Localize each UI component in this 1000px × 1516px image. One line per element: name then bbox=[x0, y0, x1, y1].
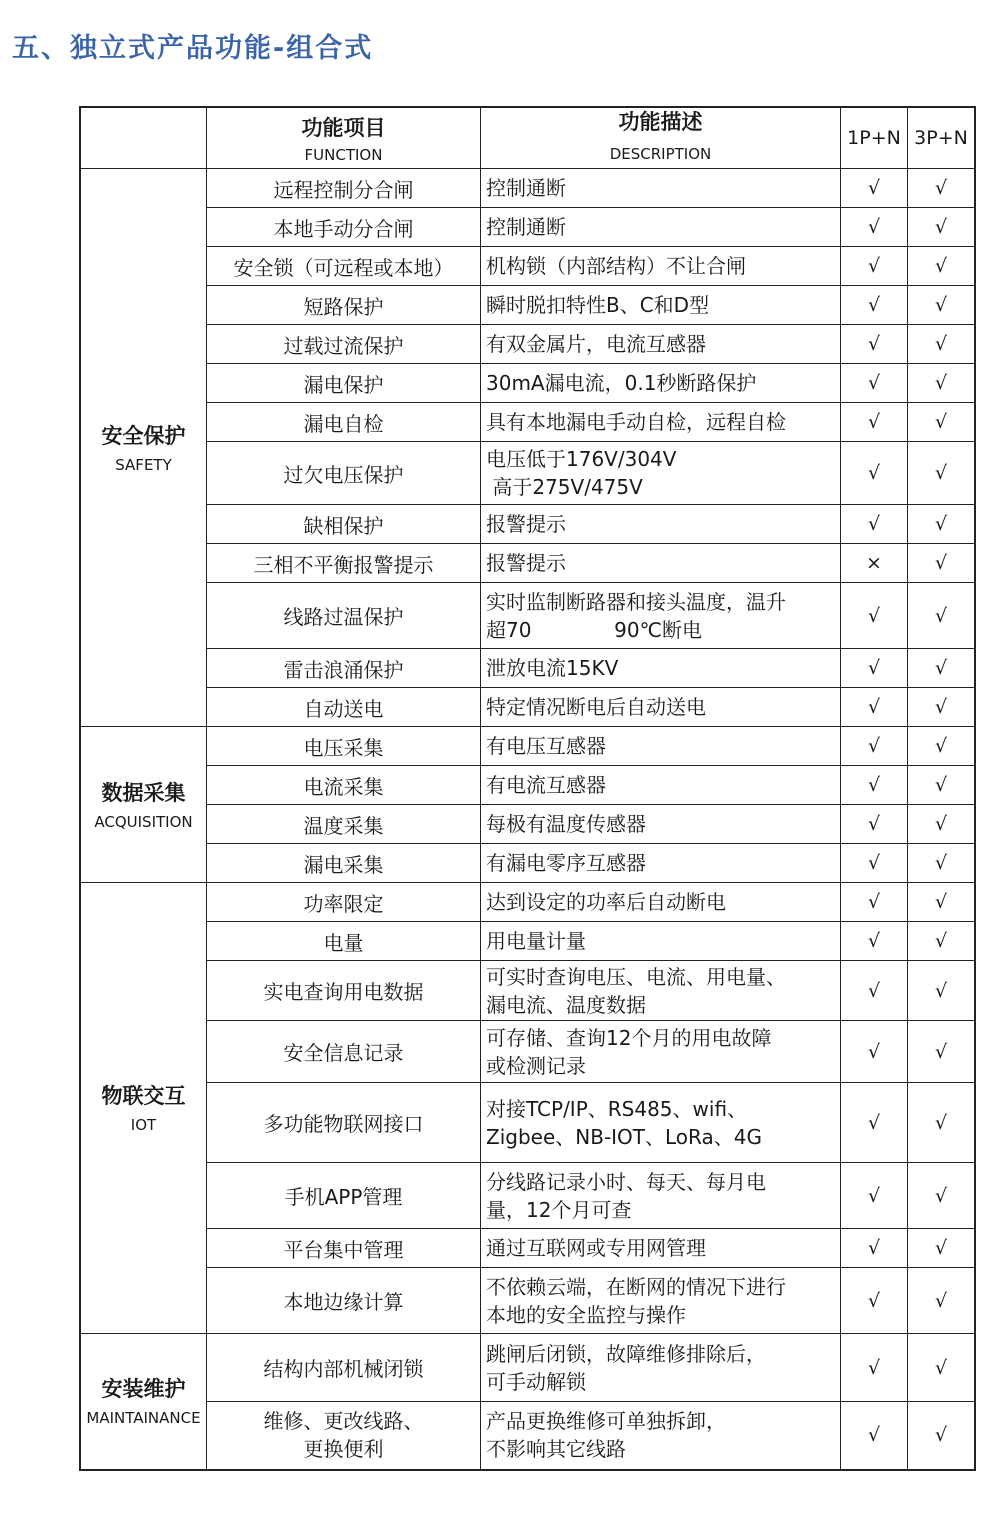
description-cell bbox=[481, 583, 841, 649]
category-name-cn: 安全保护 bbox=[101, 423, 186, 448]
description-line: 本地的安全监控与操作 bbox=[486, 1302, 686, 1327]
table-row bbox=[80, 208, 975, 247]
description-cell bbox=[481, 844, 841, 883]
table-row bbox=[80, 1334, 975, 1402]
support-1p-n: √ bbox=[841, 208, 908, 247]
support-3p-n: √ bbox=[908, 247, 976, 286]
table-row bbox=[80, 169, 975, 208]
support-3p-n: √ bbox=[908, 505, 976, 544]
header-category-cell bbox=[80, 107, 207, 169]
support-1p-n: √ bbox=[841, 442, 908, 505]
description-cell bbox=[481, 688, 841, 727]
support-3p-n: √ bbox=[908, 1402, 976, 1470]
table-row bbox=[80, 1229, 975, 1268]
category-cell bbox=[80, 727, 207, 883]
description-line: 可手动解锁 bbox=[486, 1369, 586, 1394]
table-row bbox=[80, 688, 975, 727]
support-3p-n: √ bbox=[908, 805, 976, 844]
description-line: 或检测记录 bbox=[486, 1053, 586, 1078]
description-line: 跳闸后闭锁，故障维修排除后， bbox=[486, 1341, 766, 1366]
description-line: 报警提示 bbox=[486, 512, 566, 536]
function-cell: 功率限定 bbox=[207, 883, 481, 922]
header-1p-n: 1P+N bbox=[841, 107, 908, 169]
category-cell bbox=[80, 883, 207, 1334]
description-cell bbox=[481, 1334, 841, 1402]
table-row bbox=[80, 544, 975, 583]
support-3p-n: √ bbox=[908, 1083, 976, 1163]
category-cell bbox=[80, 1334, 207, 1470]
support-3p-n: √ bbox=[908, 583, 976, 649]
description-cell bbox=[481, 961, 841, 1021]
description-cell bbox=[481, 544, 841, 583]
support-3p-n: √ bbox=[908, 883, 976, 922]
description-line: 可存储、查询12个月的用电故障 bbox=[486, 1025, 772, 1050]
support-1p-n: √ bbox=[841, 805, 908, 844]
table-row bbox=[80, 1268, 975, 1334]
category-cell bbox=[80, 169, 207, 727]
description-cell bbox=[481, 169, 841, 208]
function-cell: 漏电采集 bbox=[207, 844, 481, 883]
description-line: 对接TCP/IP、RS485、wifi、 bbox=[486, 1096, 748, 1121]
table-row bbox=[80, 583, 975, 649]
category-name-en: MAINTAINANCE bbox=[86, 1409, 201, 1428]
function-cell: 平台集中管理 bbox=[207, 1229, 481, 1268]
description-cell bbox=[481, 442, 841, 505]
support-3p-n: √ bbox=[908, 544, 976, 583]
support-1p-n: × bbox=[841, 544, 908, 583]
description-line: 有电压互感器 bbox=[486, 734, 606, 758]
support-1p-n: √ bbox=[841, 1402, 908, 1470]
function-cell: 线路过温保护 bbox=[207, 583, 481, 649]
description-cell bbox=[481, 286, 841, 325]
header-function-en: FUNCTION bbox=[304, 146, 383, 164]
description-line: 高于275V/475V bbox=[486, 475, 643, 499]
function-line: 更换便利 bbox=[303, 1437, 384, 1462]
function-cell: 多功能物联网接口 bbox=[207, 1083, 481, 1163]
function-cell: 本地边缘计算 bbox=[207, 1268, 481, 1334]
header-function-cn: 功能项目 bbox=[301, 116, 386, 140]
description-line: 达到设定的功率后自动断电 bbox=[486, 890, 726, 914]
description-line: 有漏电零序互感器 bbox=[486, 851, 646, 875]
support-1p-n: √ bbox=[841, 247, 908, 286]
support-3p-n: √ bbox=[908, 442, 976, 505]
support-1p-n: √ bbox=[841, 1021, 908, 1083]
support-3p-n: √ bbox=[908, 1021, 976, 1083]
description-line: 分线路记录小时、每天、每月电 bbox=[486, 1169, 766, 1194]
table-row bbox=[80, 505, 975, 544]
support-1p-n: √ bbox=[841, 883, 908, 922]
description-cell bbox=[481, 649, 841, 688]
function-cell: 电压采集 bbox=[207, 727, 481, 766]
function-cell: 漏电保护 bbox=[207, 364, 481, 403]
description-line: 有双金属片，电流互感器 bbox=[486, 332, 706, 356]
description-cell bbox=[481, 364, 841, 403]
function-cell: 自动送电 bbox=[207, 688, 481, 727]
support-1p-n: √ bbox=[841, 403, 908, 442]
support-3p-n: √ bbox=[908, 766, 976, 805]
description-cell bbox=[481, 1402, 841, 1470]
description-cell bbox=[481, 325, 841, 364]
category-name-cn: 数据采集 bbox=[101, 780, 186, 805]
description-cell bbox=[481, 922, 841, 961]
function-cell: 三相不平衡报警提示 bbox=[207, 544, 481, 583]
support-1p-n: √ bbox=[841, 961, 908, 1021]
function-cell: 短路保护 bbox=[207, 286, 481, 325]
support-1p-n: √ bbox=[841, 766, 908, 805]
table-body bbox=[80, 169, 975, 1470]
support-3p-n: √ bbox=[908, 169, 976, 208]
function-cell: 安全锁（可远程或本地） bbox=[207, 247, 481, 286]
description-line: 实时监制断路器和接头温度，温升 bbox=[486, 589, 786, 614]
support-1p-n: √ bbox=[841, 649, 908, 688]
header-function-cell bbox=[207, 107, 481, 169]
header-3p-n: 3P+N bbox=[908, 107, 976, 169]
description-cell bbox=[481, 403, 841, 442]
description-cell bbox=[481, 1083, 841, 1163]
support-3p-n: √ bbox=[908, 727, 976, 766]
support-3p-n: √ bbox=[908, 403, 976, 442]
table-row bbox=[80, 649, 975, 688]
description-cell bbox=[481, 1229, 841, 1268]
table-row bbox=[80, 805, 975, 844]
description-line: 每极有温度传感器 bbox=[486, 812, 646, 836]
description-line: 特定情况断电后自动送电 bbox=[486, 695, 706, 719]
description-cell bbox=[481, 727, 841, 766]
support-1p-n: √ bbox=[841, 1229, 908, 1268]
category-name-en: ACQUISITION bbox=[94, 812, 193, 831]
support-3p-n: √ bbox=[908, 1229, 976, 1268]
table-row bbox=[80, 364, 975, 403]
support-1p-n: √ bbox=[841, 1083, 908, 1163]
description-cell bbox=[481, 1021, 841, 1083]
support-1p-n: √ bbox=[841, 844, 908, 883]
support-3p-n: √ bbox=[908, 1163, 976, 1229]
description-line: 报警提示 bbox=[486, 551, 566, 575]
description-line: 控制通断 bbox=[486, 176, 566, 200]
table-row bbox=[80, 883, 975, 922]
category-name-cn: 物联交互 bbox=[101, 1084, 186, 1108]
support-1p-n: √ bbox=[841, 1268, 908, 1334]
function-cell: 实电查询用电数据 bbox=[207, 961, 481, 1021]
function-cell: 远程控制分合闸 bbox=[207, 169, 481, 208]
table-row bbox=[80, 247, 975, 286]
table-row bbox=[80, 1021, 975, 1083]
description-cell bbox=[481, 766, 841, 805]
category-name-cn: 安装维护 bbox=[101, 1377, 186, 1402]
support-1p-n: √ bbox=[841, 325, 908, 364]
table-header-row bbox=[80, 107, 975, 169]
support-3p-n: √ bbox=[908, 649, 976, 688]
support-3p-n: √ bbox=[908, 208, 976, 247]
function-cell: 缺相保护 bbox=[207, 505, 481, 544]
table-row bbox=[80, 403, 975, 442]
function-cell: 温度采集 bbox=[207, 805, 481, 844]
description-cell bbox=[481, 208, 841, 247]
description-line: 不依赖云端，在断网的情况下进行 bbox=[486, 1274, 786, 1299]
table-row bbox=[80, 442, 975, 505]
support-3p-n: √ bbox=[908, 922, 976, 961]
support-1p-n: √ bbox=[841, 364, 908, 403]
description-line: 瞬时脱扣特性B、C和D型 bbox=[486, 293, 710, 317]
description-line: 电压低于176V/304V bbox=[486, 447, 677, 471]
function-cell bbox=[207, 1402, 481, 1470]
description-line: 泄放电流15KV bbox=[486, 656, 619, 680]
category-name-en: IOT bbox=[130, 1116, 157, 1134]
support-1p-n: √ bbox=[841, 505, 908, 544]
page-title: 五、独立式产品功能-组合式 bbox=[12, 33, 374, 64]
description-line: 有电流互感器 bbox=[486, 773, 606, 797]
feature-table bbox=[79, 106, 976, 1471]
table-row bbox=[80, 1402, 975, 1470]
function-cell: 安全信息记录 bbox=[207, 1021, 481, 1083]
support-1p-n: √ bbox=[841, 169, 908, 208]
function-cell: 结构内部机械闭锁 bbox=[207, 1334, 481, 1402]
description-cell bbox=[481, 805, 841, 844]
description-cell bbox=[481, 1163, 841, 1229]
description-line: Zigbee、NB-IOT、LoRa、4G bbox=[486, 1124, 762, 1149]
table-row bbox=[80, 844, 975, 883]
support-3p-n: √ bbox=[908, 688, 976, 727]
support-3p-n: √ bbox=[908, 286, 976, 325]
table-row bbox=[80, 766, 975, 805]
function-line: 维修、更改线路、 bbox=[263, 1409, 424, 1434]
support-3p-n: √ bbox=[908, 961, 976, 1021]
function-cell: 电量 bbox=[207, 922, 481, 961]
description-line: 可实时查询电压、电流、用电量、 bbox=[486, 964, 786, 989]
header-description-cn: 功能描述 bbox=[618, 110, 703, 134]
support-1p-n: √ bbox=[841, 286, 908, 325]
support-3p-n: √ bbox=[908, 325, 976, 364]
description-line: 具有本地漏电手动自检，远程自检 bbox=[486, 410, 786, 434]
description-cell bbox=[481, 505, 841, 544]
table-row bbox=[80, 1083, 975, 1163]
table-row bbox=[80, 1163, 975, 1229]
description-line: 超70 90℃断电 bbox=[486, 617, 703, 642]
description-line: 机构锁（内部结构）不让合闸 bbox=[486, 254, 746, 278]
description-line: 不影响其它线路 bbox=[486, 1437, 626, 1462]
table-row bbox=[80, 727, 975, 766]
function-cell: 过载过流保护 bbox=[207, 325, 481, 364]
header-description-en: DESCRIPTION bbox=[609, 145, 712, 163]
table-row bbox=[80, 961, 975, 1021]
support-1p-n: √ bbox=[841, 583, 908, 649]
support-1p-n: √ bbox=[841, 1163, 908, 1229]
function-cell: 手机APP管理 bbox=[207, 1163, 481, 1229]
support-1p-n: √ bbox=[841, 688, 908, 727]
description-line: 产品更换维修可单独拆卸， bbox=[486, 1409, 726, 1434]
description-line: 量，12个月可查 bbox=[486, 1197, 632, 1222]
support-3p-n: √ bbox=[908, 844, 976, 883]
support-1p-n: √ bbox=[841, 1334, 908, 1402]
support-1p-n: √ bbox=[841, 727, 908, 766]
description-cell bbox=[481, 247, 841, 286]
description-cell bbox=[481, 1268, 841, 1334]
function-cell: 漏电自检 bbox=[207, 403, 481, 442]
description-line: 通过互联网或专用网管理 bbox=[486, 1236, 706, 1260]
function-cell: 雷击浪涌保护 bbox=[207, 649, 481, 688]
function-cell: 本地手动分合闸 bbox=[207, 208, 481, 247]
support-3p-n: √ bbox=[908, 1334, 976, 1402]
support-1p-n: √ bbox=[841, 922, 908, 961]
function-cell: 过欠电压保护 bbox=[207, 442, 481, 505]
support-3p-n: √ bbox=[908, 1268, 976, 1334]
description-line: 用电量计量 bbox=[486, 929, 586, 953]
function-cell: 电流采集 bbox=[207, 766, 481, 805]
table-row bbox=[80, 922, 975, 961]
description-cell bbox=[481, 883, 841, 922]
support-3p-n: √ bbox=[908, 364, 976, 403]
description-line: 漏电流、温度数据 bbox=[486, 992, 646, 1017]
header-description-cell bbox=[481, 107, 841, 169]
description-line: 30mA漏电流，0.1秒断路保护 bbox=[486, 371, 757, 395]
table-row bbox=[80, 286, 975, 325]
table-row bbox=[80, 325, 975, 364]
description-line: 控制通断 bbox=[486, 215, 566, 239]
category-name-en: SAFETY bbox=[115, 455, 172, 474]
